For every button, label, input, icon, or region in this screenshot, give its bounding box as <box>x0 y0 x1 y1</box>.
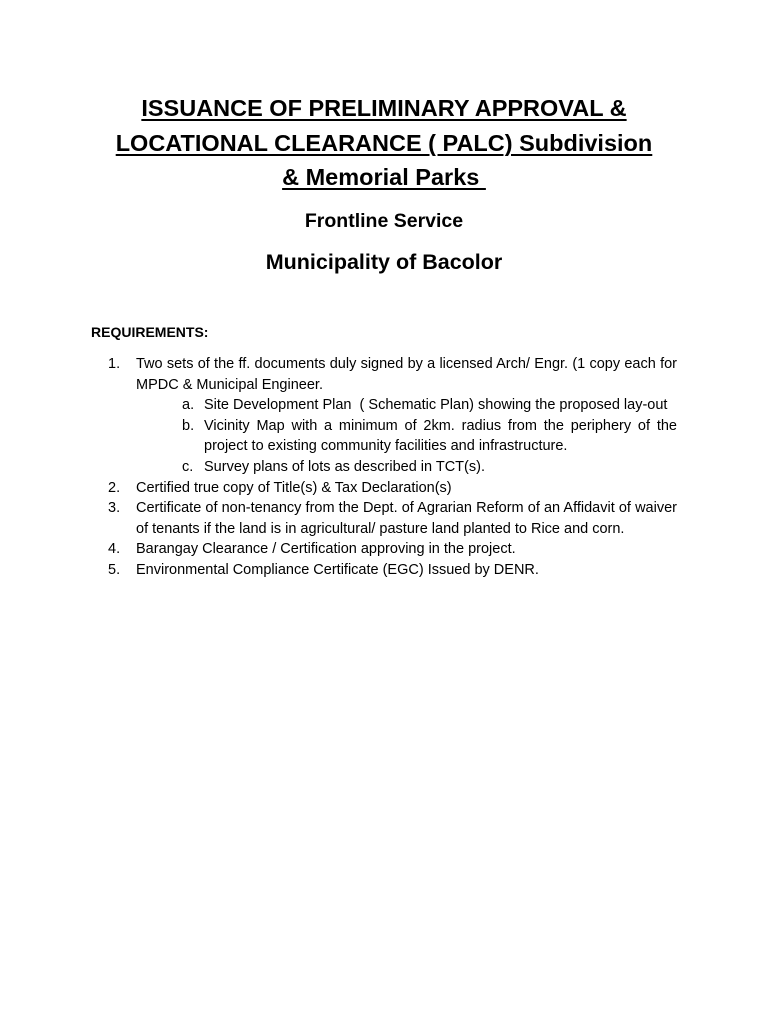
list-item <box>108 478 677 499</box>
sub-list-item <box>182 416 677 457</box>
requirements-list <box>108 354 677 581</box>
sub-item-text: Vicinity Map with a minimum of 2km. radius from the periphery of the project to existing community facilities and infrastructure. <box>204 417 677 455</box>
sub-item-text: Survey plans of lots as described in TCT(s). <box>204 458 485 475</box>
title-line-3: & Memorial Parks <box>282 164 486 190</box>
title-line-2: LOCATIONAL CLEARANCE ( PALC) Subdivision <box>115 129 653 156</box>
list-item-number: 2. <box>108 479 121 496</box>
subtitle: Frontline Service <box>304 210 464 232</box>
title-line-1: ISSUANCE OF PRELIMINARY APPROVAL & <box>141 95 627 121</box>
sub-item-letter: c. <box>182 458 194 475</box>
document-title <box>80 91 688 195</box>
sub-item-text: Site Development Plan ( Schematic Plan) showing the proposed lay-out <box>204 397 668 414</box>
sub-list-item <box>182 395 677 416</box>
list-item <box>108 354 677 395</box>
list-item-number: 1. <box>108 356 121 372</box>
list-item-text: Barangay Clearance / Certification approving in the project. <box>136 541 516 558</box>
municipality-name: Municipality of Bacolor <box>265 250 503 274</box>
requirements-heading: REQUIREMENTS: <box>91 324 209 340</box>
list-item-number: 5. <box>108 561 121 578</box>
list-item-text: Certificate of non-tenancy from the Dept. of Agrarian Reform of an Affidavit of waiver of tenants if the land is in agricultural/ pasture land planted to Rice and corn. <box>136 500 677 537</box>
sub-item-letter: b. <box>182 417 195 434</box>
list-item-text: Certified true copy of Title(s) & Tax Declaration(s) <box>136 479 452 496</box>
sub-list-item <box>182 457 677 478</box>
list-item-text: Two sets of the ff. documents duly signed by a licensed Arch/ Engr. (1 copy each for MPDC & Municipal Engineer. <box>136 356 677 393</box>
list-item-text: Environmental Compliance Certificate (EGC) Issued by DENR. <box>136 561 539 578</box>
list-item <box>108 539 677 560</box>
list-item <box>108 560 677 581</box>
list-item-number: 4. <box>108 541 121 558</box>
list-item <box>108 498 677 539</box>
list-item-number: 3. <box>108 500 121 517</box>
sub-item-letter: a. <box>182 397 195 414</box>
